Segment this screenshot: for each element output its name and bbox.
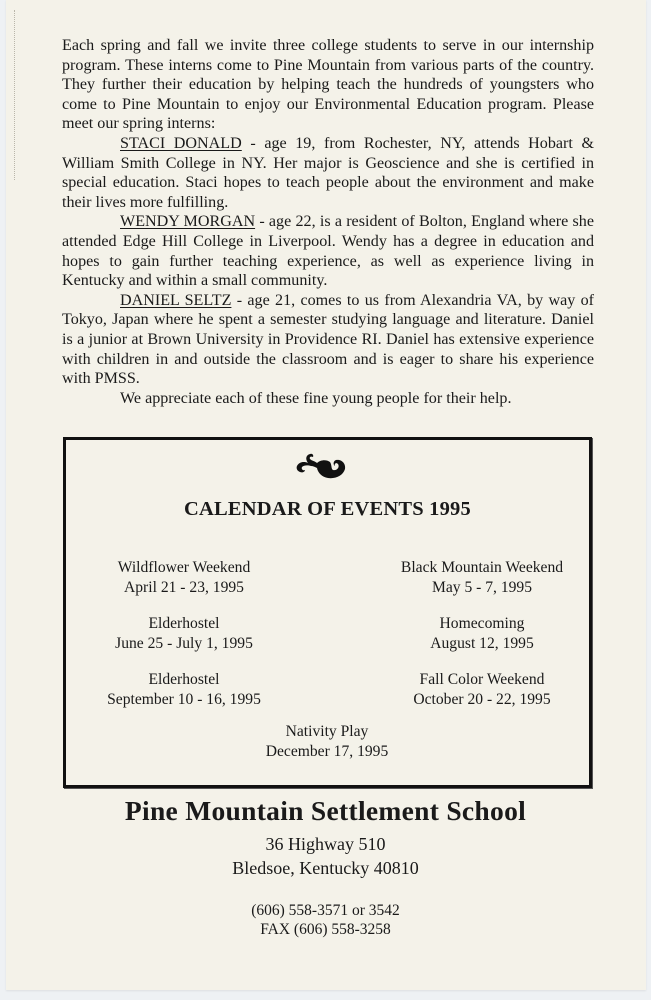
intern-article — [62, 36, 594, 408]
event-item — [367, 670, 597, 710]
intern-description: - age 21, comes to us from Alexandria VA, by way of Tokyo, Japan where he spent a semester studying language and literature. Daniel is a junior at Brown University in Providence RI. Daniel has extensive experience with children in and outside the classroom and is eager to share his experience with PMSS. — [62, 291, 595, 388]
intern-name: DANIEL SELTZ — [120, 291, 232, 309]
event-date: December 17, 1995 — [265, 743, 389, 760]
event-item — [69, 670, 299, 710]
event-date: May 5 - 7, 1995 — [431, 579, 533, 596]
event-date: September 10 - 16, 1995 — [107, 691, 261, 708]
punch-hole-mark — [14, 10, 16, 180]
event-item — [367, 614, 597, 654]
event-date: August 12, 1995 — [430, 635, 534, 652]
event-date: April 21 - 23, 1995 — [124, 579, 244, 596]
closing-line: We appreciate each of these fine young people for their help. — [120, 389, 512, 407]
intro-paragraph: Each spring and fall we invite three college students to serve in our internship program. These interns come to Pine Mountain from various parts of the country. They further their education by helping teach the hundreds of youngsters who come to Pine Mountain to enjoy our Environmental Education program. Please meet our spring interns: — [62, 37, 594, 133]
intern-entry — [62, 212, 594, 290]
event-name: Homecoming — [439, 615, 525, 632]
address-line-2: Bledsoe, Kentucky 40810 — [232, 858, 419, 878]
address-line-1: 36 Highway 510 — [265, 834, 386, 854]
event-name: Nativity Play — [285, 723, 369, 740]
intern-description: - age 19, from Rochester, NY, attends Hobart & William Smith College in NY. Her major is Geoscience and she is certified in special education. Staci hopes to teach people about the environment and make their lives more fulfilling. — [62, 134, 594, 211]
fax-number: FAX (606) 558-3258 — [260, 921, 391, 938]
event-name: Fall Color Weekend — [419, 671, 545, 688]
intern-description: - age 22, is a resident of Bolton, England where she attended Edge Hill College in Liverpool. Wendy has a degree in education and hopes to gain further teaching experience, as well as experience living in Kentucky and within a small community. — [62, 213, 594, 290]
fleuron-ornament-icon — [293, 449, 351, 483]
event-item — [212, 722, 442, 762]
event-name: Wildflower Weekend — [117, 559, 251, 576]
event-item — [69, 614, 299, 654]
intern-entry — [62, 134, 594, 212]
event-name: Elderhostel — [148, 671, 220, 688]
intern-name: STACI DONALD — [120, 134, 242, 152]
event-name: Elderhostel — [148, 615, 220, 632]
event-item — [367, 558, 597, 598]
event-item — [69, 558, 299, 598]
event-name: Black Mountain Weekend — [400, 559, 564, 576]
event-date: June 25 - July 1, 1995 — [115, 635, 253, 652]
intern-entry — [62, 291, 594, 389]
phone-number: (606) 558-3571 or 3542 — [251, 902, 400, 919]
event-date: October 20 - 22, 1995 — [413, 691, 551, 708]
calendar-title: CALENDAR OF EVENTS 1995 — [184, 498, 471, 520]
calendar-of-events-box — [63, 437, 592, 788]
organization-name: Pine Mountain Settlement School — [124, 795, 527, 826]
intern-name: WENDY MORGAN — [120, 213, 256, 231]
